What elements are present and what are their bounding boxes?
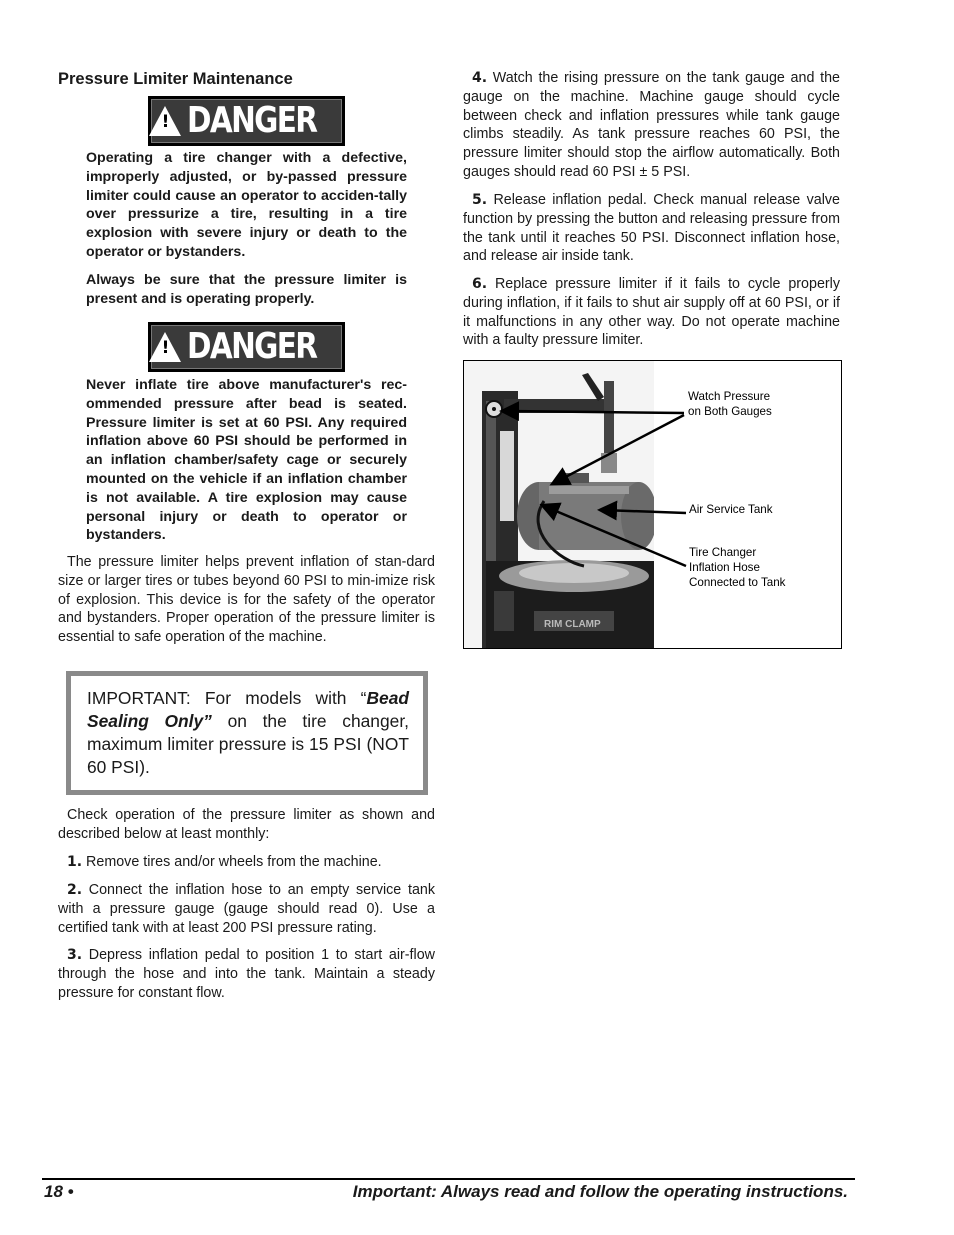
danger-label: DANGER [186,100,316,141]
section-heading: Pressure Limiter Maintenance [58,70,293,88]
intro-paragraph: The pressure limiter helps prevent inflation of stan-dard size or larger tires or tubes beyond 60 PSI to min-imize risk of explosion. This device is for the safety of the operator and bystanders. Proper operation of the pressure limiter is essential to safe operation of the machine. [58,554,435,646]
step-2 [58,881,435,937]
step-text: Release inflation pedal. Check manual release valve function by pressing the button and releasing pressure from the tank until it reaches 50 PSI. Disconnect inflation hose, and release air inside tank. [463,192,840,265]
label-inflation-hose: Tire Changer Inflation Hose Connected to Tank [689,546,786,589]
page-number: 18 • [44,1182,74,1201]
important-suffix: on the tire changer, maximum limiter pressure is 15 PSI (NOT 60 PSI). [87,711,409,777]
step-text: Remove tires and/or wheels from the machine. [86,854,382,870]
important-emphasis: Bead Sealing Only” [87,688,409,731]
danger-label: DANGER [186,326,316,367]
step-text: Connect the inflation hose to an empty service tank with a pressure gauge (gauge should read 0). Use a certified tank with at least 200 PSI pressure rating. [58,882,435,936]
important-note-box [66,671,428,795]
step-3 [58,946,435,1002]
check-intro-paragraph: Check operation of the pressure limiter as shown and described below at least monthly: [58,807,435,842]
step-number: 2. [67,882,83,898]
warning-triangle-icon: ! [149,106,181,136]
step-5 [463,191,840,266]
footer-rule [42,1178,855,1180]
important-prefix: IMPORTANT: For models with “ [87,688,367,708]
danger-warning-text: Operating a tire changer with a defective, improperly adjusted, or by-passed pressure limiter could cause an operator to acciden-tally over pressurize a tire, resulting in a tire explosion with severe injury or death to the operator or bystanders. [86,150,407,260]
step-number: 6. [472,276,488,292]
step-number: 4. [472,70,488,86]
warning-triangle-icon: ! [149,332,181,362]
step-number: 5. [472,192,488,208]
figure-arrows [464,361,842,649]
step-text: Watch the rising pressure on the tank gauge and the gauge on the machine. Machine gauge should cycle between check and inflation pressures while tank gauge climbs steadily. As tank pressure reaches 60 PSI, the pressure limiter should stop the airflow automatically. Both gauges should read 60 PSI ± 5 PSI. [463,70,840,180]
label-watch-pressure: Watch Pressure on Both Gauges [688,390,772,418]
danger-warning-text: Always be sure that the pressure limiter is present and is operating properly. [86,272,407,307]
label-air-service-tank: Air Service Tank [689,503,773,516]
step-text: Replace pressure limiter if it fails to cycle properly during inflation, if it fails to shut air supply off at 60 PSI, or if it malfunctions in any other way. Do not operate machine with a faulty pressure limiter. [463,276,840,349]
danger-warning-text: Never inflate tire above manufacturer's rec-ommended pressure after bead is seated. Pressure limiter is set at 60 PSI. Any required inflation above 60 PSI should be performed in an inflation chamber/safety cage or securely mounted on the vehicle if an inflation chamber is not available. A tire explosion may cause personal injury or death to operator or bystanders. [86,377,407,544]
step-4 [463,69,840,182]
machine-brand-text: RIM CLAMP [544,619,601,630]
step-number: 1. [67,854,83,870]
step-number: 3. [67,947,83,963]
step-6 [463,275,840,350]
danger-badge [148,96,345,146]
step-text: Depress inflation pedal to position 1 to start air-flow through the hose and into the tank. Maintain a steady pressure for constant flow. [58,947,435,1001]
footer-note: Important: Always read and follow the operating instructions. [352,1182,848,1201]
step-1 [58,853,435,872]
figure-pressure-test [463,360,842,649]
danger-badge [148,322,345,372]
